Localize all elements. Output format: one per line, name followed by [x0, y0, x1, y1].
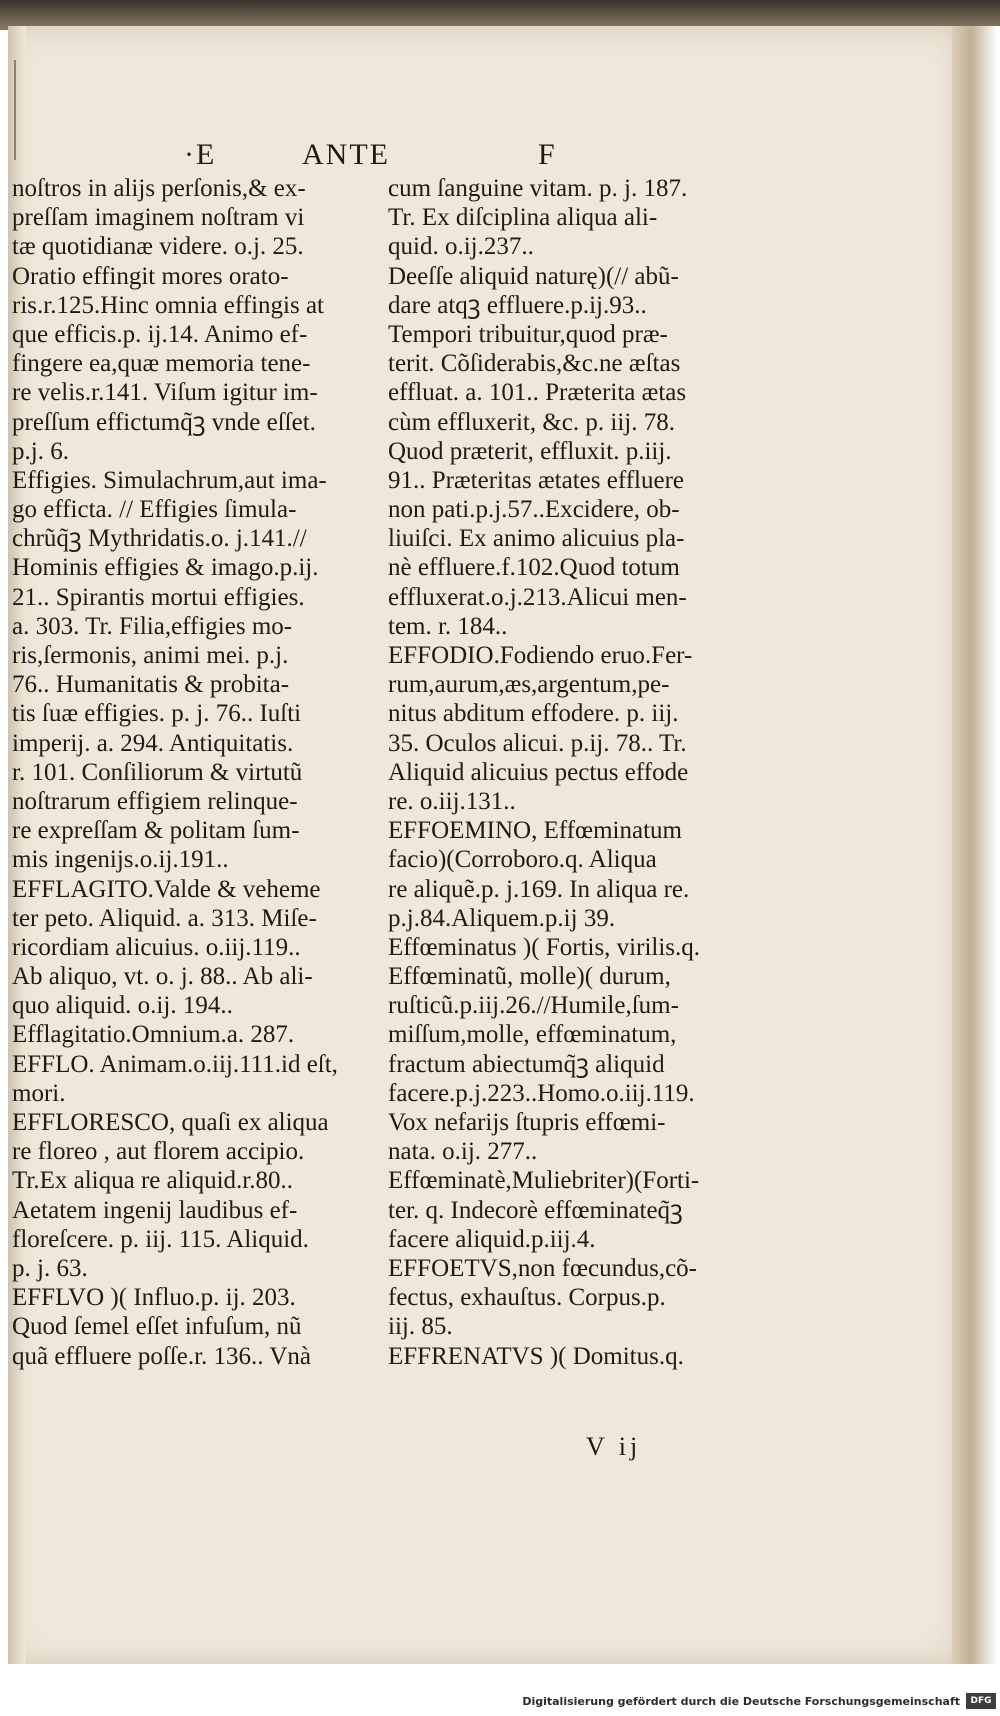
text-line: re expreſſam & politam ſum- — [12, 817, 300, 845]
text-line: Oratio effingit mores orato- — [12, 262, 289, 290]
page-right-edge — [952, 26, 1000, 1664]
text-line: EFFLVO )( Influo.p. ij. 203. — [12, 1284, 296, 1312]
footer-text: Digitalisierung gefördert durch die Deutsche Forschungsgemeinschaft — [522, 1695, 960, 1708]
text-line: ris.r.125.Hinc omnia effingis at — [12, 291, 324, 319]
text-line: que efficis.p. ij.14. Animo ef- — [12, 320, 308, 348]
text-line: cum ſanguine vitam. p. j. 187. — [388, 175, 688, 202]
text-line: liuiſci. Ex animo alicuius pla- — [388, 525, 685, 553]
text-line: EFFRENATVS )( Domitus.q. — [388, 1342, 684, 1370]
text-line: nè effluere.f.102.Quod totum — [388, 554, 680, 582]
text-line: Tr.Ex aliqua re aliquid.r.80.. — [12, 1167, 293, 1195]
text-line: floreſcere. p. iij. 115. Aliquid. — [12, 1225, 309, 1253]
running-head-right: F — [538, 138, 557, 171]
dfg-logo: DFG — [966, 1693, 996, 1709]
text-line: chrũq̃ꝫ Mythridatis.o. j.141.// — [12, 525, 307, 553]
text-line: fractum abiectumq̃ꝫ aliquid — [388, 1050, 665, 1078]
text-line: mori. — [12, 1079, 66, 1107]
text-line: Efflagitatio.Omnium.a. 287. — [12, 1021, 295, 1049]
text-line: nata. o.ij. 277.. — [388, 1138, 538, 1166]
text-line: 35. Oculos alicui. p.ij. 78.. Tr. — [388, 729, 687, 757]
text-line: quã effluere poſſe.r. 136.. Vnà — [12, 1342, 311, 1370]
text-line: Effigies. Simulachrum,aut ima- — [12, 466, 327, 494]
running-head — [0, 138, 1000, 178]
text-line: terit. Cõſiderabis,&c.ne æſtas — [388, 350, 681, 378]
text-line: tem. r. 184.. — [388, 612, 508, 640]
text-line: tis ſuæ effigies. p. j. 76.. Iuſti — [12, 700, 302, 728]
text-line: Effœminatũ, molle)( durum, — [388, 963, 671, 991]
text-line: re. o.iij.131.. — [388, 787, 516, 815]
text-line: EFFLAGITO.Valde & veheme — [12, 875, 321, 903]
text-line: facio)(Corroboro.q. Aliqua — [388, 846, 657, 874]
text-line: Vox nefarijs ſtupris effœmi- — [388, 1109, 666, 1136]
text-line: ruſticũ.p.iij.26.//Humile,ſum- — [388, 992, 679, 1020]
text-line: facere aliquid.p.iij.4. — [388, 1225, 596, 1253]
text-line: Quod ſemel eſſet infuſum, nũ — [12, 1313, 302, 1341]
text-line: effluxerat.o.j.213.Alicui men- — [388, 583, 687, 611]
text-line: ter peto. Aliquid. a. 313. Miſe- — [12, 904, 317, 932]
text-line: EFFODIO.Fodiendo eruo.Fer- — [388, 642, 693, 669]
text-line: effluat. a. 101.. Præterita ætas — [388, 379, 687, 407]
text-line: EFFLORESCO, quaſi ex aliqua — [12, 1109, 329, 1136]
text-line: EFFOEMINO, Effœminatum — [388, 817, 682, 845]
text-line: mis ingenijs.o.ij.191.. — [12, 846, 229, 874]
text-line: preſſam imaginem noſtram vi — [12, 204, 305, 232]
text-line: miſſum,molle, effœminatum, — [388, 1021, 677, 1049]
text-line: rum,aurum,æs,argentum,pe- — [388, 671, 670, 699]
text-line: nitus abditum effodere. p. iij. — [388, 700, 679, 728]
text-line: Tempori tribuitur,quod præ- — [388, 320, 668, 348]
text-line: noſtrarum effigiem relinque- — [12, 787, 298, 815]
text-line: Effœminatus )( Fortis, virilis.q. — [388, 933, 701, 961]
text-line: 91.. Præteritas ætates effluere — [388, 466, 684, 494]
text-line: go efficta. // Effigies ſimula- — [12, 496, 297, 524]
text-line: Aliquid alicuius pectus effode — [388, 758, 689, 786]
right-column — [388, 174, 790, 1371]
text-line: quid. o.ij.237.. — [388, 233, 534, 261]
text-line: re floreo , aut florem accipio. — [12, 1138, 305, 1166]
text-line: ricordiam alicuius. o.iij.119.. — [12, 933, 301, 961]
text-line: ter. q. Indecorè effœminateq̃ꝫ — [388, 1196, 683, 1224]
left-column — [12, 174, 412, 1371]
digitization-footer — [0, 1691, 1000, 1716]
text-line: p. j. 63. — [12, 1254, 88, 1282]
text-line: 76.. Humanitatis & probita- — [12, 671, 290, 699]
text-line: fectus, exhauſtus. Corpus.p. — [388, 1284, 666, 1312]
text-line: r. 101. Conſiliorum & virtutũ — [12, 758, 303, 786]
running-head-left: ·E — [184, 138, 217, 171]
text-line: preſſum effictumq̃ꝫ vnde eſſet. — [12, 408, 316, 436]
text-line: ris,ſermonis, animi mei. p.j. — [12, 642, 289, 669]
text-line: p.j. 6. — [12, 437, 69, 465]
text-line: EFFLO. Animam.o.iij.111.id eſt, — [12, 1050, 338, 1078]
text-line: noſtros in alijs perſonis,& ex- — [12, 175, 306, 202]
text-line: facere.p.j.223..Homo.o.iij.119. — [388, 1079, 695, 1107]
running-head-center: ANTE — [302, 138, 390, 171]
text-line: non pati.p.j.57..Excidere, ob- — [388, 496, 680, 524]
text-line: a. 303. Tr. Filia,effigies mo- — [12, 612, 293, 640]
text-line: quo aliquid. o.ij. 194.. — [12, 992, 233, 1020]
text-line: imperij. a. 294. Antiquitatis. — [12, 729, 294, 757]
text-line: EFFOETVS,non fœcundus,cõ- — [388, 1254, 698, 1282]
text-line: Ab aliquo, vt. o. j. 88.. Ab ali- — [12, 963, 313, 991]
text-line: fingere ea,quæ memoria tene- — [12, 350, 311, 378]
text-line: iij. 85. — [388, 1313, 453, 1341]
text-line: cùm effluxerit, &c. p. iij. 78. — [388, 408, 675, 436]
text-line: re aliquẽ.p. j.169. In aliqua re. — [388, 875, 690, 903]
text-line: Effœminatè,Muliebriter)(Forti- — [388, 1167, 700, 1195]
text-line: Deeſſe aliquid naturę)(// abũ- — [388, 262, 679, 290]
text-line: Aetatem ingenij laudibus ef- — [12, 1196, 298, 1224]
text-line: Hominis effigies & imago.p.ij. — [12, 554, 319, 582]
signature-mark: V ij — [586, 1432, 642, 1461]
text-line: tæ quotidianæ videre. o.j. 25. — [12, 233, 304, 261]
text-line: Quod præterit, effluxit. p.iij. — [388, 437, 672, 465]
text-line: 21.. Spirantis mortui effigies. — [12, 583, 305, 611]
text-line: dare atqꝫ effluere.p.ij.93.. — [388, 291, 647, 319]
text-line: Tr. Ex diſciplina aliqua ali- — [388, 204, 658, 232]
text-line: p.j.84.Aliquem.p.ij 39. — [388, 904, 616, 932]
text-line: re velis.r.141. Viſum igitur im- — [12, 379, 318, 407]
